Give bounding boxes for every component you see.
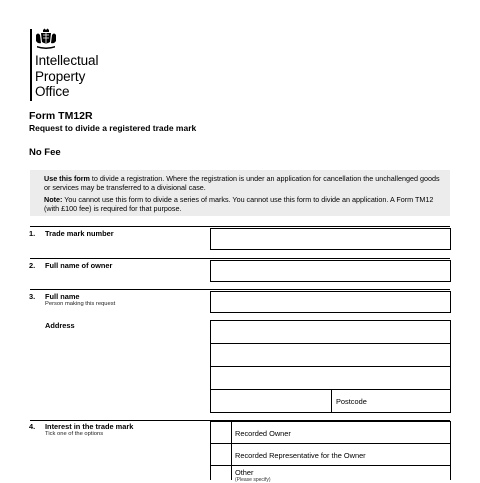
notice-paragraph-2	[44, 195, 442, 214]
section-rule	[30, 226, 450, 227]
owner-name-field[interactable]	[210, 260, 451, 282]
question-number: 4.	[29, 422, 36, 431]
interest-label: Interest in the trade mark	[45, 422, 134, 431]
recorded-representative-checkbox[interactable]	[210, 443, 232, 466]
question-number: 1.	[29, 229, 36, 238]
recorded-owner-checkbox[interactable]	[210, 421, 232, 444]
notice-text-1: to divide a registration. Where the registration is under an application for cancellation the unchallenged goods or services may be transferred to a divisional case.	[44, 174, 440, 193]
org-line-2: Property	[35, 68, 86, 84]
organisation-name	[35, 53, 98, 100]
notice-lead-1: Use this form	[44, 174, 90, 183]
section-rule	[30, 258, 450, 259]
option-recorded-owner	[231, 421, 451, 444]
interest-hint: Tick one of the options	[45, 431, 104, 437]
address-line-4-field[interactable]	[210, 389, 332, 413]
option-recorded-representative	[231, 443, 451, 466]
address-label: Address	[45, 321, 75, 330]
org-line-3: Office	[35, 84, 70, 99]
trade-mark-number-field[interactable]	[210, 228, 451, 250]
full-name-label: Full name	[45, 292, 80, 301]
notice-lead-2: Note:	[44, 195, 63, 204]
trade-mark-number-label: Trade mark number	[45, 229, 114, 238]
address-line-2-field[interactable]	[210, 343, 451, 367]
option-label: Recorded Owner	[235, 429, 291, 438]
option-label: Other	[235, 468, 254, 477]
section-rule	[30, 289, 450, 290]
royal-crest-icon	[34, 28, 58, 50]
full-name-hint: Person making this request	[45, 301, 116, 307]
org-line-1: Intellectual	[35, 53, 99, 68]
other-checkbox[interactable]	[210, 465, 232, 480]
owner-name-label: Full name of owner	[45, 261, 113, 270]
notice-text-2: You cannot use this form to divide a series of marks. You cannot use this form to divide an application. A Form TM12 (with £100 fee) is required for that purpose.	[44, 195, 434, 214]
full-name-field[interactable]	[210, 291, 451, 313]
fee-text: No Fee	[29, 147, 61, 158]
logo-divider	[30, 29, 32, 101]
notice-paragraph-1	[44, 174, 442, 193]
option-label: Recorded Representative for the Owner	[235, 451, 366, 460]
address-line-1-field[interactable]	[210, 320, 451, 344]
form-title: Form TM12R	[29, 110, 93, 122]
question-number: 2.	[29, 261, 36, 270]
notice-box	[30, 170, 450, 216]
address-line-3-field[interactable]	[210, 366, 451, 390]
option-other[interactable]	[231, 465, 451, 483]
form-subtitle: Request to divide a registered trade mark	[29, 123, 197, 133]
postcode-label: Postcode	[336, 397, 367, 406]
question-number: 3.	[29, 292, 36, 301]
other-specify-hint: (Please specify)	[235, 477, 271, 483]
postcode-field[interactable]	[331, 389, 451, 413]
